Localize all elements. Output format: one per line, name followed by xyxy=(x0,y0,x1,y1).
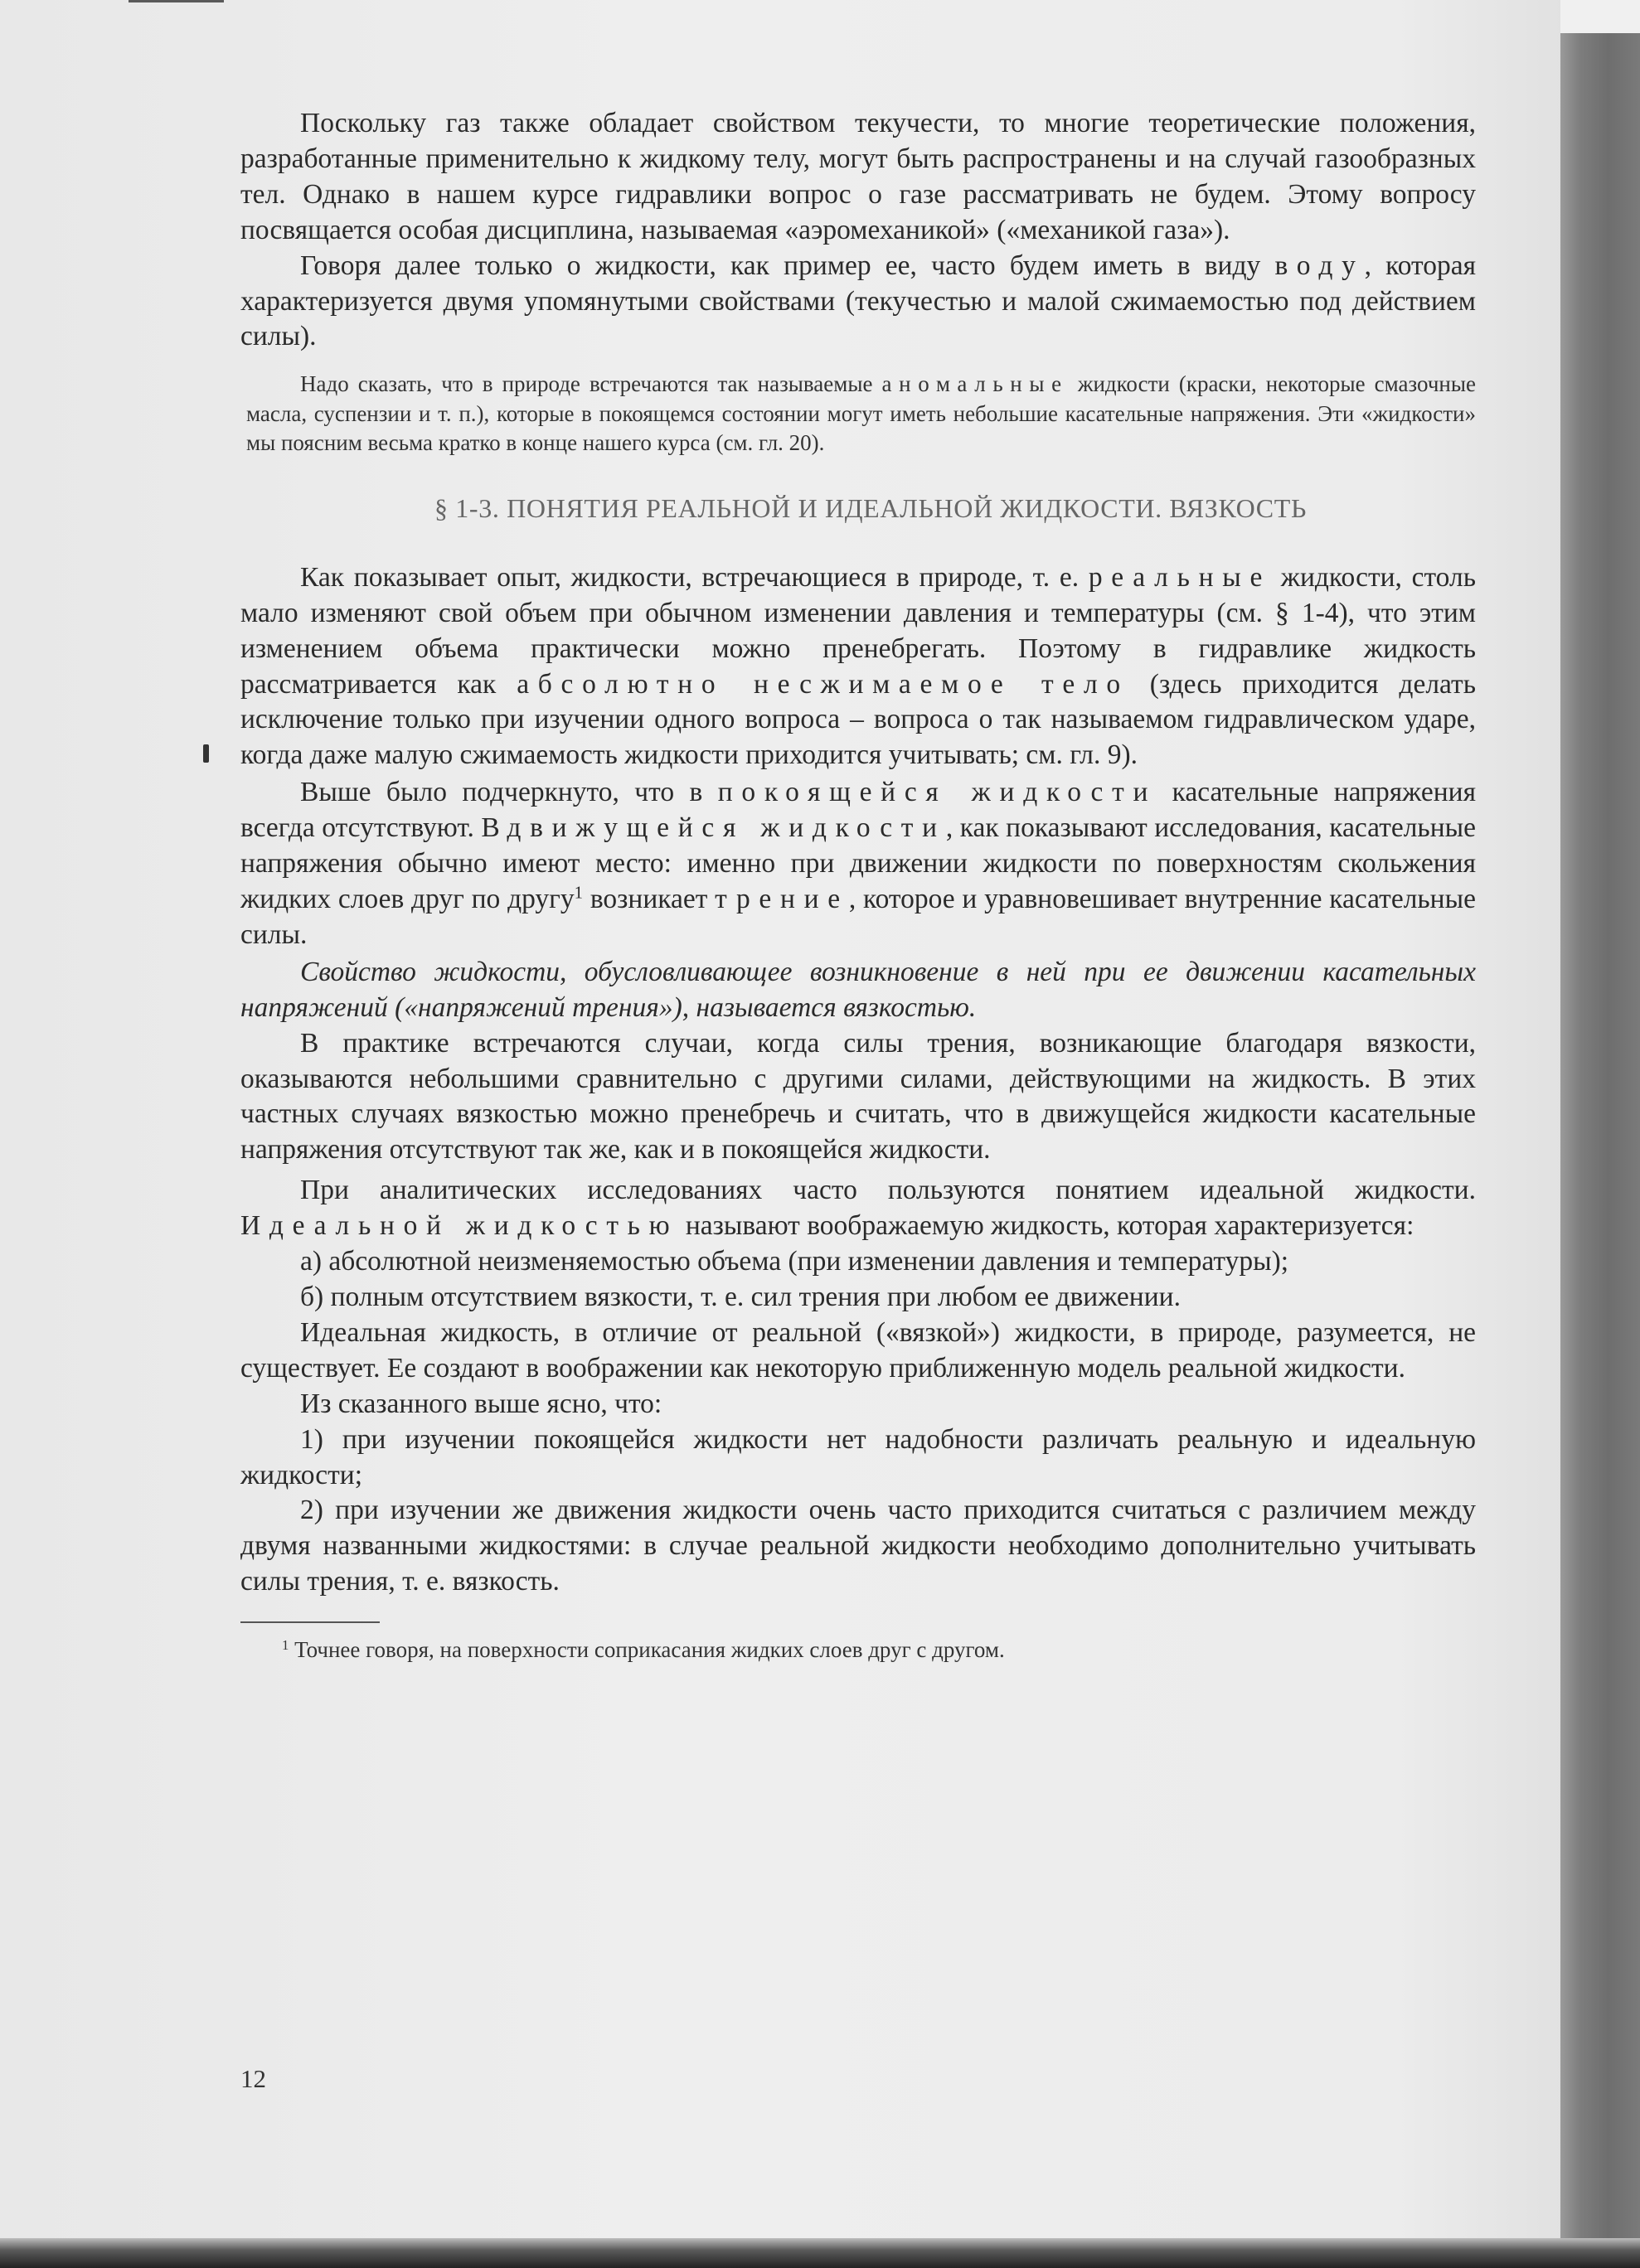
footnote-rule xyxy=(240,1621,380,1623)
page-corner xyxy=(1560,0,1640,33)
spaced-phrase-moving-fluid: движущейся жидкости xyxy=(507,812,946,844)
paragraph-water: Говоря далее только о жидкости, как пример ее, часто будем иметь в виду воду, которая характеризуется двумя упомянутыми свойствами (текучестью и малой сжимаемостью под действием силы). xyxy=(240,250,1477,352)
paragraph-ideal-nature: Идеальная жидкость, в отличие от реальной («вязкой») жидкости, в природе, разумеется, не существует. Ее создают в воображении как некоторую приближенную модель реальной жидкости. xyxy=(240,1316,1476,1384)
spaced-word-friction: трение xyxy=(715,884,849,914)
footnote: $^1$ Точнее говоря, на поверхности соприкасания жидких слоев друг с другом. xyxy=(282,1636,1005,1663)
spaced-phrase-resting-fluid: покоящейся жидкости xyxy=(717,777,1157,808)
spaced-phrase-incompressible: абсолютно несжимаемое тело xyxy=(517,668,1129,700)
list-item-a: а) абсолютной неизменяемостью объема (при изменении давления и температуры); xyxy=(300,1246,1289,1277)
margin-mark xyxy=(203,744,209,763)
paragraph-friction: Выше было подчеркнуто, что в покоящейся жидкости касательные напряжения всегда отсутствуют. В движущейся жидкости, как показывают исследования, касательные напряжения обычно имеют место: именно при движении жидкости по поверхностям скольжения жидких слоев друг по другу$^1$ возникает трение, которое и уравновешивает внутренние касательные силы. xyxy=(240,777,1476,950)
footnote-mark: 1 xyxy=(282,1636,289,1653)
page-number: 12 xyxy=(240,2064,266,2093)
paragraph-gas: Поскольку газ также обладает свойством текучести, то многие теоретические положения, разработанные применительно к жидкому телу, могут быть распространены и на случай газообразных тел. Однако в нашем курсе гидравлики вопрос о газе рассматривать не будем. Этому вопросу посвящается особая дисциплина, называемая «аэромеханикой» («механикой газа»). xyxy=(240,108,1476,245)
paragraph-ideal-fluid: При аналитических исследованиях часто пользуются понятием идеальной жидкости. Идеальной жидкостью называют воображаемую жидкость, которая характеризуется: xyxy=(240,1175,1476,1242)
paragraph-conclusion: Из сказанного выше ясно, что: xyxy=(300,1388,662,1419)
bottom-page-shadow xyxy=(0,2238,1640,2268)
footnote-ref: 1 xyxy=(574,883,584,903)
viscosity-definition: Свойство жидкости, обусловливающее возникновение в ней при ее движении касательных напряжений («напряжений трения»), называется вязкостью. xyxy=(240,956,1476,1023)
list-item-2: 2) при изучении же движения жидкости очень часто приходится считаться с различием между двумя названными жидкостями: в случае реальной жидкости необходимо дополнительно учитывать силы трения, т. е. вязкость. xyxy=(240,1495,1476,1597)
list-item-b: б) полным отсутствием вязкости, т. е. сил трения при любом ее движении. xyxy=(300,1281,1181,1312)
spaced-word-real: реальные xyxy=(1088,561,1272,593)
spaced-word-anomalous: аномальные xyxy=(881,371,1069,397)
page-content xyxy=(240,106,1476,1665)
top-edge-mark xyxy=(129,0,224,2)
paragraph-practice: В практике встречаются случаи, когда силы трения, возникающие благодаря вязкости, оказываются небольшими сравнительно с другими силами, действующими на жидкость. В этих частных случаях вязкостью можно пренебречь и считать, что в движущейся жидкости касательные напряжения отсутствуют так же, как и в покоящейся жидкости. xyxy=(240,1027,1476,1166)
book-spine-shadow xyxy=(1560,0,1640,2268)
list-item-1: 1) при изучении покоящейся жидкости нет надобности различать реальную и идеальную жидкости; xyxy=(240,1423,1476,1490)
paragraph-real-fluid: Как показывает опыт, жидкости, встречающиеся в природе, т. е. реальные жидкости, столь мало изменяют свой объем при обычном изменении давления и температуры (см. § 1-4), что этим изменением объема практически можно пренебрегать. Поэтому в гидравлике жидкость рассматривается как абсолютно несжимаемое тело (здесь приходится делать исключение только при изучении одного вопроса – вопроса о так называемом гидравлическом ударе, когда даже малую сжимаемость жидкости приходится учитывать; см. гл. 9). xyxy=(240,561,1476,771)
spaced-phrase-ideal-fluid: Идеальной жидкостью xyxy=(240,1210,679,1242)
note-anomalous: Надо сказать, что в природе встречаются так называемые аномальные жидкости (краски, некоторые смазочные масла, суспензии и т. п.), которые в покоящемся состоянии могут иметь небольшие касательные напряжения. Эти «жидкости» мы поясним весьма кратко в конце нашего курса (см. гл. 20). xyxy=(246,371,1476,456)
section-title: § 1-3. ПОНЯТИЯ РЕАЛЬНОЙ И ИДЕАЛЬНОЙ ЖИДКОСТИ. ВЯЗКОСТЬ xyxy=(434,492,1307,523)
spaced-word-water: воду xyxy=(1274,250,1365,281)
